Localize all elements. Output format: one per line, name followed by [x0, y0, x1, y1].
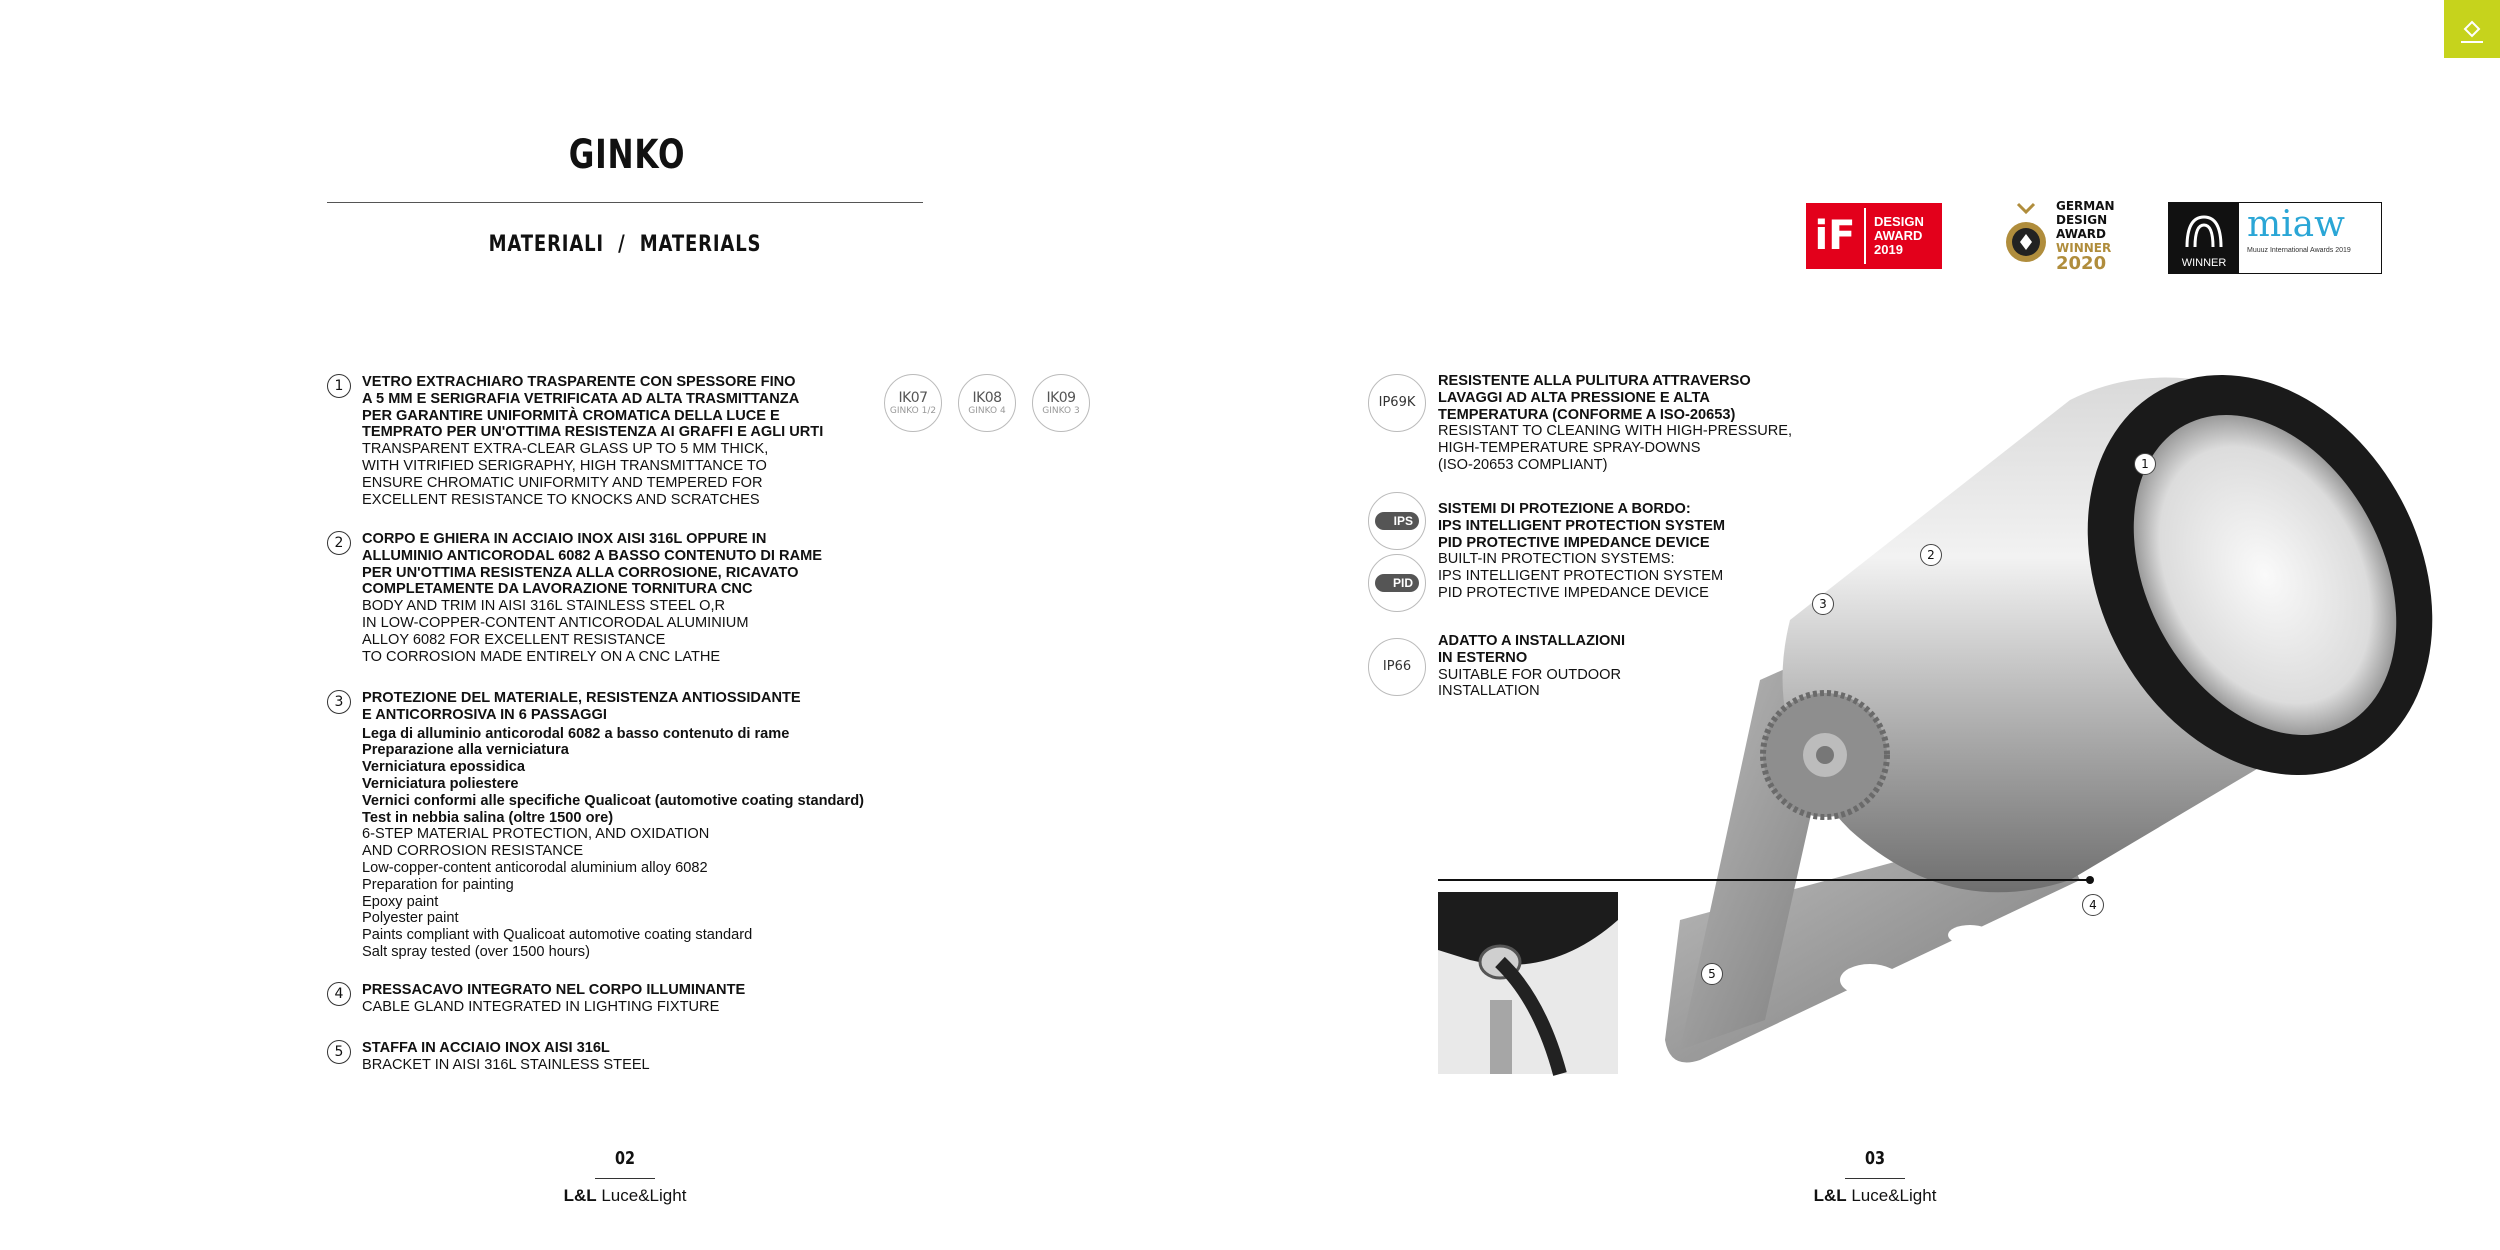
item-text-en: CABLE GLAND INTEGRATED IN LIGHTING FIXTURE [362, 998, 720, 1015]
section-subtitle: MATERIALI / MATERIALS [488, 232, 762, 257]
brand-footer-left: L&L Luce&Light [563, 1186, 687, 1205]
item-steps-it: Lega di alluminio anticorodal 6082 a basso contenuto di rame Preparazione alla verniciatura Verniciatura epossidica Verniciatura poliestere Vernici conformi alle specifiche Qualicoat (automotive coating standard) Test in nebbia salina (oltre 1500 ore) [362, 725, 864, 826]
page-number-left: 02 [614, 1148, 636, 1169]
german-award-winner: WINNER [2056, 241, 2112, 255]
ik09-badge: IK09 GINKO 3 [1032, 374, 1090, 432]
item-text-it: CORPO E GHIERA IN ACCIAIO INOX AISI 316L OPPURE IN ALLUMINIO ANTICORODAL 6082 A BASSO CONTENUTO DI RAME PER UN'OTTIMA RESISTENZA ALLA CORROSIONE, RICAVATO COMPLETAMENTE DA LAVORAZIONE TORNITURA CNC [362, 531, 823, 598]
miaw-award-logo [2168, 202, 2382, 274]
ips-label: IPS [1375, 512, 1419, 530]
pid-label: PID [1375, 574, 1419, 592]
page-title: GINKO [568, 132, 686, 178]
if-design-award-logo [1806, 203, 1942, 269]
ips-badge [1368, 492, 1426, 550]
page-number-underline [595, 1178, 655, 1179]
german-award-year: 2020 [2056, 253, 2107, 274]
item-text-en: BRACKET IN AISI 316L STAINLESS STEEL [362, 1056, 650, 1073]
material-item-1 [327, 374, 887, 508]
feature-text-en: BUILT-IN PROTECTION SYSTEMS: IPS INTELLIGENT PROTECTION SYSTEM PID PROTECTIVE IMPEDANCE DEVICE [1438, 551, 1724, 601]
material-item-5 [327, 1040, 887, 1074]
if-award-text: DESIGN AWARD 2019 [1874, 214, 1924, 257]
feature-text-en: SUITABLE FOR OUTDOOR INSTALLATION [1438, 666, 1621, 700]
ip69k-badge: IP69K [1368, 374, 1426, 432]
corner-tab [2444, 0, 2500, 58]
ip66-badge: IP66 [1368, 638, 1426, 696]
item-text-it: PROTEZIONE DEL MATERIALE, RESISTENZA ANTIOSSIDANTE E ANTICORROSIVA IN 6 PASSAGGI [362, 690, 801, 723]
feature-text-it: ADATTO A INSTALLAZIONI IN ESTERNO [1438, 633, 1625, 666]
german-award-line: DESIGN [2056, 213, 2108, 227]
feature-text-en: RESISTANT TO CLEANING WITH HIGH-PRESSURE, HIGH-TEMPERATURE SPRAY-DOWNS (ISO-20653 COMPLIANT) [1438, 423, 1793, 473]
material-item-3 [327, 690, 967, 961]
brand-footer-right: L&L Luce&Light [1813, 1186, 1937, 1205]
miaw-logo-text: miaw [2247, 204, 2345, 245]
german-award-line: GERMAN [2056, 199, 2115, 213]
miaw-sub-text: Muuuz International Awards 2019 [2247, 247, 2351, 254]
page-number-right: 03 [1864, 1148, 1886, 1169]
item-number: 5 [327, 1040, 351, 1064]
item-number: 3 [327, 690, 351, 714]
if-logo-mark: iF [1806, 208, 1866, 264]
german-design-award-logo [2000, 200, 2120, 272]
item-text-it: STAFFA IN ACCIAIO INOX AISI 316L [362, 1040, 610, 1056]
item-text-en: 6-STEP MATERIAL PROTECTION, AND OXIDATION AND CORROSION RESISTANCE Low-copper-content anticorodal aluminium alloy 6082 Preparation for painting Epoxy paint Polyester paint Paints compliant with Qualicoat automotive coating standard Salt spray tested (over 1500 hours) [362, 826, 753, 960]
pid-badge [1368, 554, 1426, 612]
feature-text-it: SISTEMI DI PROTEZIONE A BORDO: IPS INTELLIGENT PROTECTION SYSTEM PID PROTECTIVE IMPEDANCE DEVICE [1438, 501, 1726, 551]
product-illustration [1430, 360, 2440, 1080]
miaw-winner-label: WINNER [2181, 257, 2227, 269]
item-number: 1 [327, 374, 351, 398]
material-item-2 [327, 531, 887, 665]
item-text-it: VETRO EXTRACHIARO TRASPARENTE CON SPESSORE FINO A 5 MM E SERIGRAFIA VETRIFICATA AD ALTA TRASMITTANZA PER GARANTIRE UNIFORMITÀ CROMATICA DELLA LUCE E TEMPRATO PER UN'OTTIMA RESISTENZA AI GRAFFI E AGLI URTI [362, 374, 824, 441]
ik07-badge: IK07 GINKO 1/2 [884, 374, 942, 432]
callout-4: 4 [2082, 894, 2104, 916]
page-number-underline [1845, 1178, 1905, 1179]
feature-text-it: RESISTENTE ALLA PULITURA ATTRAVERSO LAVAGGI AD ALTA PRESSIONE E ALTA TEMPERATURA (CONFORME A ISO-20653) [1438, 373, 1751, 423]
callout-1: 1 [2134, 453, 2156, 475]
material-item-4 [327, 982, 887, 1016]
item-text-en: TRANSPARENT EXTRA-CLEAR GLASS UP TO 5 MM THICK, WITH VITRIFIED SERIGRAPHY, HIGH TRANSMITTANCE TO ENSURE CHROMATIC UNIFORMITY AND TEMPERED FOR EXCELLENT RESISTANCE TO KNOCKS AND SCRATCHES [362, 441, 769, 508]
item-number: 4 [327, 982, 351, 1006]
callout-3: 3 [1812, 593, 1834, 615]
callout-5: 5 [1701, 963, 1723, 985]
item-text-it: PRESSACAVO INTEGRATO NEL CORPO ILLUMINANTE [362, 982, 746, 998]
diamond-icon [2444, 0, 2500, 58]
award-medal-icon [2000, 200, 2052, 272]
title-divider [327, 202, 923, 203]
item-text-en: BODY AND TRIM IN AISI 316L STAINLESS STEEL O,R IN LOW-COPPER-CONTENT ANTICORODAL ALUMINIUM ALLOY 6082 FOR EXCELLENT RESISTANCE TO CORROSION MADE ENTIRELY ON A CNC LATHE [362, 598, 749, 665]
ik08-badge: IK08 GINKO 4 [958, 374, 1016, 432]
callout-2: 2 [1920, 544, 1942, 566]
item-number: 2 [327, 531, 351, 555]
german-award-line: AWARD [2056, 227, 2106, 241]
